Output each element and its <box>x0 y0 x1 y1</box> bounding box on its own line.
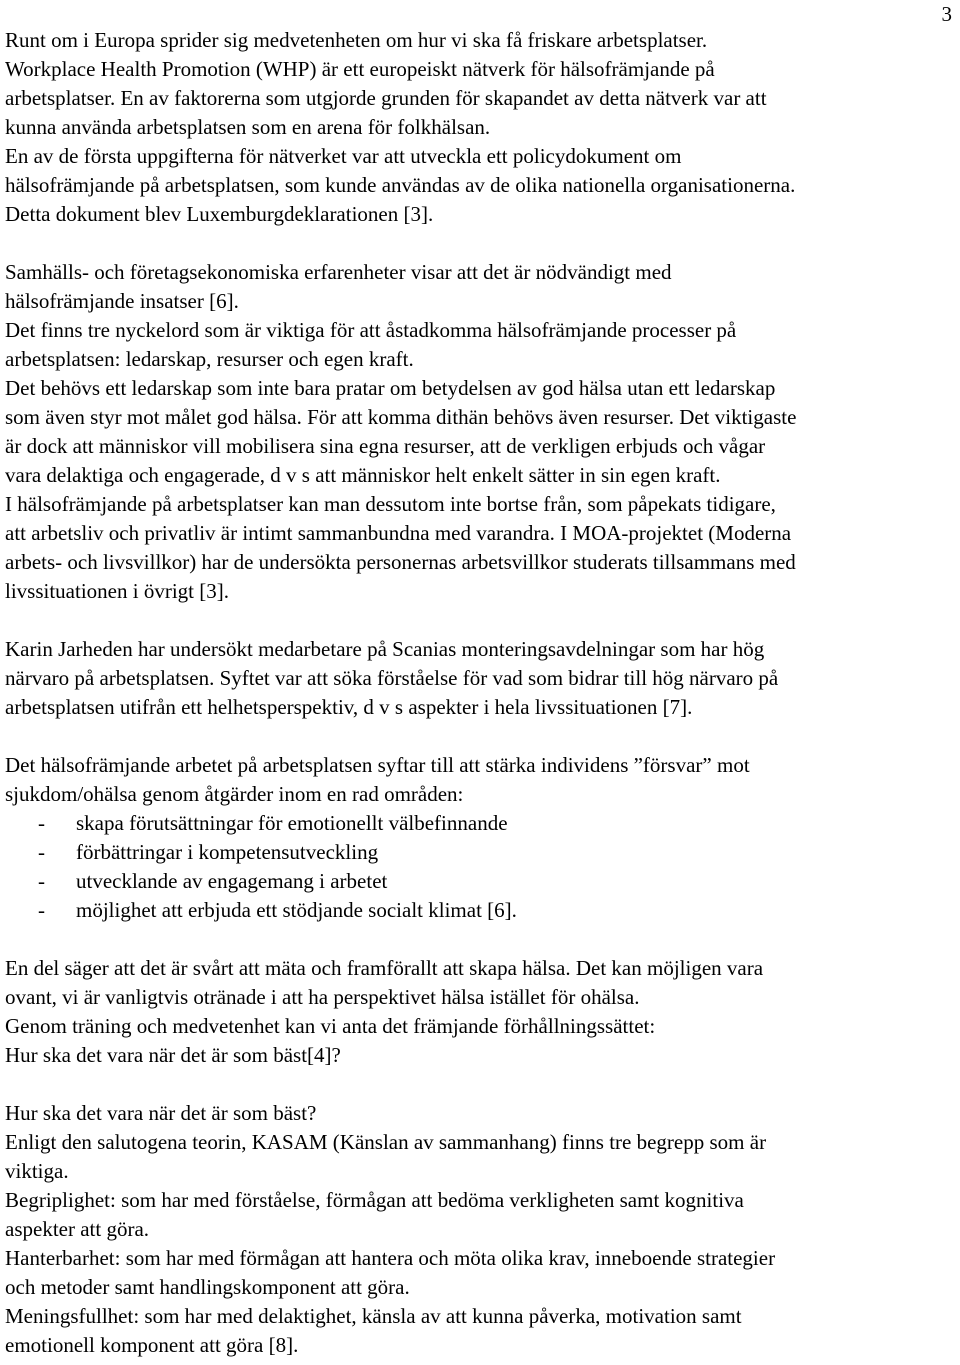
text-line: arbetsplatser. En av faktorerna som utgjorde grunden för skapandet av detta nätverk var att <box>5 86 767 110</box>
text-line: Hur ska det vara när det är som bäst[4]? <box>5 1043 341 1067</box>
list-item-text: möjlighet att erbjuda ett stödjande socialt klimat [6]. <box>76 898 517 922</box>
text-line: En av de första uppgifterna för nätverket var att utveckla ett policydokument om <box>5 144 682 168</box>
list-item <box>5 838 955 867</box>
text-line: sjukdom/ohälsa genom åtgärder inom en rad områden: <box>5 782 464 806</box>
text-line: viktiga. <box>5 1159 69 1183</box>
text-line: är dock att människor vill mobilisera sina egna resurser, att de verkligen erbjuds och vågar <box>5 434 766 458</box>
paragraph-gap <box>5 925 955 954</box>
areas-list <box>5 809 955 925</box>
list-item-text: skapa förutsättningar för emotionellt välbefinnande <box>76 811 508 835</box>
list-item-text: förbättringar i kompetensutveckling <box>76 840 379 864</box>
paragraph-gap <box>5 1070 955 1099</box>
text-line: En del säger att det är svårt att mäta och framförallt att skapa hälsa. Det kan möjligen vara <box>5 956 764 980</box>
text-line: livssituationen i övrigt [3]. <box>5 579 229 603</box>
paragraph-gap <box>5 229 955 258</box>
text-line: Samhälls- och företagsekonomiska erfarenheter visar att det är nödvändigt med <box>5 260 672 284</box>
text-line: Enligt den salutogena teorin, KASAM (Känslan av sammanhang) finns tre begrepp som är <box>5 1130 767 1154</box>
text-line: Begriplighet: som har med förståelse, förmågan att bedöma verkligheten samt kognitiva <box>5 1188 744 1212</box>
paragraph-gap <box>5 606 955 635</box>
text-line: vara delaktiga och engagerade, d v s att människor helt enkelt sätter in sin egen kraft. <box>5 463 721 487</box>
paragraph-whp-intro <box>5 26 955 229</box>
text-line: Genom träning och medvetenhet kan vi anta det främjande förhållningssättet: <box>5 1014 656 1038</box>
text-line: Det finns tre nyckelord som är viktiga för att åstadkomma hälsofrämjande processer på <box>5 318 737 342</box>
dash-bullet: - <box>38 898 45 922</box>
text-line: I hälsofrämjande på arbetsplatser kan man dessutom inte bortse från, som påpekats tidigare, <box>5 492 776 516</box>
text-line: Det hälsofrämjande arbetet på arbetsplatsen syftar till att stärka individens ”försvar” mot <box>5 753 750 777</box>
paragraph-measuring-health <box>5 954 955 1070</box>
text-line: ovant, vi är vanligtvis otränade i att ha perspektivet hälsa istället för ohälsa. <box>5 985 640 1009</box>
text-line: arbetsplatsen utifrån ett helhetsperspektiv, d v s aspekter i hela livssituationen [7]. <box>5 695 693 719</box>
text-line: hälsofrämjande på arbetsplatsen, som kunde användas av de olika nationella organisationerna. <box>5 173 796 197</box>
paragraph-scania-study <box>5 635 955 722</box>
text-line: Hanterbarhet: som har med förmågan att hantera och möta olika krav, inneboende strategier <box>5 1246 776 1270</box>
list-item <box>5 896 955 925</box>
text-line: Runt om i Europa sprider sig medvetenheten om hur vi ska få friskare arbetsplatser. <box>5 28 708 52</box>
text-line: arbetsplatsen: ledarskap, resurser och egen kraft. <box>5 347 414 371</box>
paragraph-kasam <box>5 1099 955 1360</box>
text-line: emotionell komponent att göra [8]. <box>5 1333 299 1357</box>
text-line: kunna använda arbetsplatsen som en arena för folkhälsan. <box>5 115 491 139</box>
dash-bullet: - <box>38 869 45 893</box>
text-line: Karin Jarheden har undersökt medarbetare på Scanias monteringsavdelningar som har hög <box>5 637 765 661</box>
text-line: Hur ska det vara när det är som bäst? <box>5 1101 317 1125</box>
paragraph-keywords <box>5 258 955 606</box>
text-line: aspekter att göra. <box>5 1217 150 1241</box>
text-line: som även styr mot målet god hälsa. För att komma dithän behövs även resurser. Det viktigaste <box>5 405 797 429</box>
text-line: arbets- och livsvillkor) har de undersökta personernas arbetsvillkor studerats tillsammans med <box>5 550 796 574</box>
text-line: hälsofrämjande insatser [6]. <box>5 289 239 313</box>
dash-bullet: - <box>38 840 45 864</box>
paragraph-health-promotion-areas <box>5 751 955 925</box>
list-item <box>5 867 955 896</box>
list-item <box>5 809 955 838</box>
text-line: Workplace Health Promotion (WHP) är ett europeiskt nätverk för hälsofrämjande på <box>5 57 715 81</box>
text-line: och metoder samt handlingskomponent att göra. <box>5 1275 410 1299</box>
text-line: närvaro på arbetsplatsen. Syftet var att söka förståelse för vad som bidrar till hög närvaro på <box>5 666 779 690</box>
text-line: att arbetsliv och privatliv är intimt sammanbundna med varandra. I MOA-projektet (Moderna <box>5 521 792 545</box>
text-line: Detta dokument blev Luxemburgdeklarationen [3]. <box>5 202 434 226</box>
list-item-text: utvecklande av engagemang i arbetet <box>76 869 388 893</box>
text-line: Meningsfullhet: som har med delaktighet, känsla av att kunna påverka, motivation samt <box>5 1304 742 1328</box>
text-line: Det behövs ett ledarskap som inte bara pratar om betydelsen av god hälsa utan ett ledarskap <box>5 376 776 400</box>
dash-bullet: - <box>38 811 45 835</box>
paragraph-gap <box>5 722 955 751</box>
document-page <box>5 26 955 1360</box>
page-number: 3 <box>941 2 952 26</box>
